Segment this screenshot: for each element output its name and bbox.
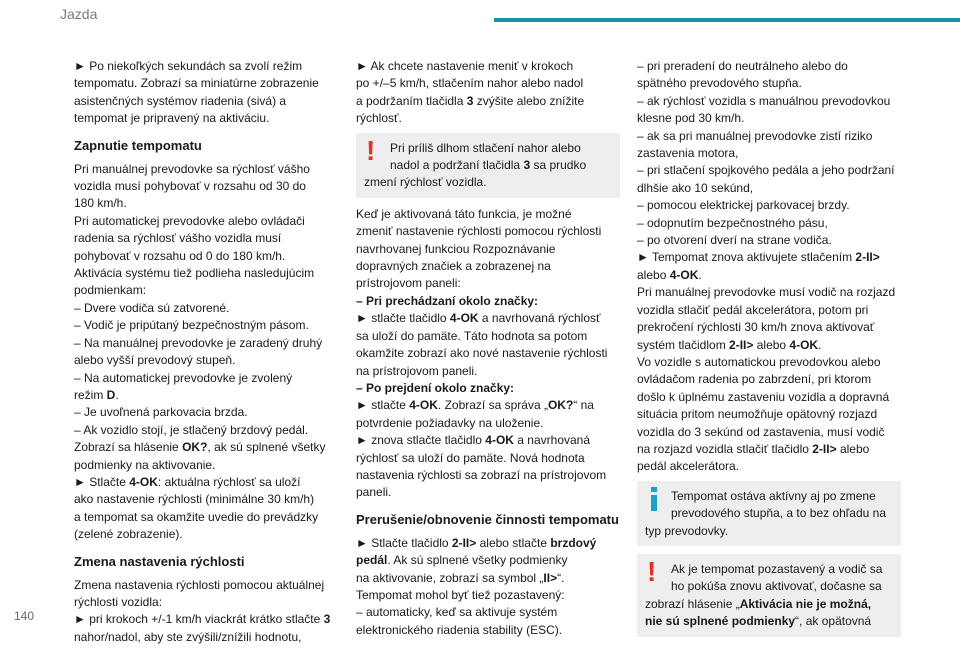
text-span: . Zobrazí sa správa „: [437, 398, 548, 413]
text-line: vozidla do 3 sekúnd od zastavenia, musí vodič: [637, 424, 885, 439]
text-line: [637, 337, 901, 354]
text-span: nadol a podržaní tlačidla: [390, 158, 524, 173]
text-line: [356, 570, 620, 587]
text-line: – Dvere vodiča sú zatvorené.: [74, 300, 230, 315]
bold-span: OK?: [182, 440, 208, 455]
paragraph-speed-change: [74, 577, 338, 647]
text-line: [356, 552, 620, 569]
text-line: [637, 249, 901, 266]
text-span: ► stlačte: [356, 398, 410, 413]
text-line: prístrojovom paneli:: [356, 276, 461, 291]
text-line: pohybovať v rozsahu od 0 do 180 km/h.: [74, 248, 286, 263]
text-span: zobrazí hlásenie „: [645, 596, 740, 611]
info-icon: [647, 487, 661, 511]
text-line: – Na manuálnej prevodovke je zaradený druhý: [74, 335, 323, 350]
text-line: Keď je aktivovaná táto funkcia, je možné: [356, 206, 572, 221]
text-line: [645, 596, 893, 613]
text-span: sa prudko: [530, 158, 587, 173]
text-line: nahor/nadol, aby ste zvýšili/znížili hodnotu,: [74, 629, 302, 644]
warning-box: [356, 133, 620, 198]
text-line: [74, 387, 338, 404]
text-line: – ak sa pri manuálnej prevodovke zistí riziko: [637, 128, 873, 143]
text-span: ► znova stlačte tlačidlo: [356, 433, 486, 448]
bold-span: – Pri prechádzaní okolo značky:: [356, 293, 539, 308]
bold-span: 3: [523, 158, 531, 173]
heading-pause-resume: Prerušenie/obnovenie činnosti tempomatu: [356, 511, 619, 527]
text-span: alebo: [753, 337, 790, 352]
paragraph-sign-recognition: [356, 206, 620, 502]
text-line: [356, 310, 620, 327]
text-line: po +/–5 km/h, stlačením nahor alebo nadol: [356, 76, 584, 91]
column-2: [356, 58, 620, 644]
text-span: a navrhovaná rýchlosť: [478, 311, 601, 326]
text-line: zastavenia motora,: [637, 146, 739, 161]
text-span: ► Stlačte: [74, 474, 130, 489]
text-line: prevodového stupňa, a to bez ohľadu na: [671, 506, 886, 521]
text-span: na rozjazd vozidla stlačiť tlačidlo: [637, 441, 813, 456]
text-span: : aktuálna rýchlosť sa uloží: [157, 474, 301, 489]
text-span: alebo: [637, 267, 670, 282]
text-line: navrhovanej funkciou Rozpoznávanie: [356, 241, 556, 256]
text-line: [356, 93, 620, 110]
text-line: ► Ak chcete nastavenie meniť v krokoch: [356, 59, 574, 73]
column-3: [637, 58, 901, 645]
text-line: prekročení rýchlosti 30 km/h znova aktivovať: [637, 320, 875, 335]
text-line: sa uloží do pamäte. Táto hodnota sa potom: [356, 328, 588, 343]
text-line: [637, 267, 901, 284]
text-span: .: [115, 387, 119, 402]
text-span: a navrhovaná: [513, 433, 591, 448]
text-line: [645, 613, 893, 630]
text-line: Aktivácia systému tiež podlieha nasledujúcim: [74, 266, 315, 281]
text-line: Tempomat mohol byť tiež pozastavený:: [356, 587, 565, 602]
text-line: – pri stlačení spojkového pedála a jeho podržaní: [637, 163, 895, 178]
text-span: a podržaním tlačidla: [356, 93, 467, 108]
text-line: [356, 397, 620, 414]
column-1: [74, 58, 338, 651]
text-line: a tempomat sa okamžite uvedie do prevádzky: [74, 509, 319, 524]
text-line: dopravných značiek a zobrazenej na: [356, 259, 551, 274]
text-line: – Na automatickej prevodovke je zvolený: [74, 370, 293, 385]
bold-span: 2-II>: [729, 337, 754, 352]
text-line: Pri príliš dlhom stlačení nahor alebo: [390, 140, 581, 155]
text-span: na aktivovanie, zobrazí sa symbol „: [356, 570, 544, 585]
text-span: Zobrazí sa hlásenie: [74, 440, 183, 455]
text-line: [74, 611, 338, 628]
text-line: – pomocou elektrickej parkovacej brzdy.: [637, 198, 850, 213]
paragraph-pause-resume: [356, 535, 620, 639]
bold-span: 4-OK: [409, 398, 438, 413]
text-line: – ak rýchlosť vozidla s manuálnou prevodovkou: [637, 93, 891, 108]
text-line: na prístrojovom paneli.: [356, 363, 478, 378]
heading-speed-change: Zmena nastavenia rýchlosti: [74, 553, 245, 569]
text-line: rýchlosti vozidla:: [74, 594, 163, 609]
bold-span: 3: [323, 612, 331, 627]
text-line: – po otvorení dverí na strane vodiča.: [637, 233, 832, 248]
bold-span: 4-OK: [789, 337, 819, 352]
info-box: [637, 481, 901, 546]
text-span: ► Stlačte tlačidlo: [356, 535, 452, 550]
text-line: vozidla musí pohybovať v rozsahu od 30 do: [74, 179, 306, 194]
bold-span: Aktivácia nie je možná,: [739, 596, 872, 611]
paragraph-step5: [356, 58, 620, 128]
text-line: Vo vozidle s automatickou prevodovkou alebo: [637, 354, 881, 369]
text-line: – Ak vozidlo stojí, je stlačený brzdový pedál.: [74, 422, 309, 437]
text-line: [74, 439, 338, 456]
text-line: (zelené zobrazenie).: [74, 527, 183, 542]
text-span: ► Tempomat znova aktivujete stlačením: [637, 250, 856, 265]
text-line: ovládačom radenia po zabrzdení, pri ktorom: [637, 372, 872, 387]
bold-span: 4-OK: [485, 433, 514, 448]
bold-span: – Po prejdení okolo značky:: [356, 380, 515, 395]
page-number: 140: [14, 609, 35, 623]
text-line: situácia pritom neumožňuje opätovný rozjazd: [637, 407, 878, 422]
text-span: .: [698, 267, 702, 282]
text-line: Pri manuálnej prevodovke musí vodič na rozjazd: [637, 285, 896, 300]
bold-span: nie sú splnené podmienky: [645, 614, 796, 629]
text-span: režim: [74, 387, 107, 402]
text-line: [356, 535, 620, 552]
text-line: Zmena nastavenia rýchlosti pomocou aktuálnej: [74, 577, 325, 592]
text-line: typ prevodovky.: [645, 523, 729, 538]
paragraph-conditions: [74, 161, 338, 544]
text-span: alebo stlačte: [476, 535, 551, 550]
text-line: zmení rýchlosť vozidla.: [364, 175, 487, 190]
text-line: Ak je tempomat pozastavený a vodič sa: [671, 561, 883, 576]
warning-box: [637, 554, 901, 637]
bold-span: 2-II>: [451, 535, 477, 550]
warning-exclamation-icon: !: [366, 134, 376, 166]
text-line: – Vodič je pripútaný bezpečnostným pásom.: [74, 318, 309, 333]
text-line: – odopnutím bezpečnostného pásu,: [637, 215, 828, 230]
page-header: [0, 0, 960, 48]
bold-span: 4-OK: [449, 311, 479, 326]
text-line: radenia sa rýchlosť vášho vozidla musí: [74, 231, 282, 246]
text-span: “ na: [573, 398, 594, 413]
paragraph-intro: [74, 58, 338, 128]
text-line: ► Po niekoľkých sekundách sa zvolí režim: [74, 59, 303, 73]
text-line: elektronického riadenia stability (ESC).: [356, 622, 563, 637]
bold-span: 2-II>: [855, 250, 880, 265]
text-line: okamžite zobrazí ako nové nastavenie rýchlosti: [356, 346, 608, 361]
text-line: potvrdenie požiadavky na uloženie.: [356, 415, 544, 430]
bold-span: 4-OK: [669, 267, 699, 282]
text-line: [637, 441, 901, 458]
text-span: ► pri krokoch +/-1 km/h viackrát krátko stlačte: [74, 612, 324, 627]
text-span: systém tlačidlom: [637, 337, 730, 352]
text-line: zmeniť nastavenie rýchlosti pomocou rýchlosti: [356, 224, 602, 239]
text-line: [364, 157, 612, 174]
warning-exclamation-icon: !: [647, 555, 657, 587]
text-line: – pri preradení do neutrálneho alebo do: [637, 59, 848, 73]
text-line: paneli.: [356, 485, 392, 500]
text-line: alebo vyšší prevodový stupeň.: [74, 353, 236, 368]
text-line: klesne pod 30 km/h.: [637, 111, 745, 126]
text-line: rýchlosť.: [356, 111, 402, 126]
text-line: podmienky na aktivovanie.: [74, 457, 216, 472]
text-span: .: [818, 337, 822, 352]
bold-span: 4-OK: [129, 474, 158, 489]
section-title: Jazda: [60, 6, 98, 22]
bold-span: 3: [466, 93, 474, 108]
text-line: 180 km/h.: [74, 196, 127, 211]
text-line: podmienkam:: [74, 283, 147, 298]
text-line: [356, 293, 620, 310]
text-line: nastavenia rýchlosti sa zobrazí na prístrojovom: [356, 467, 607, 482]
text-line: [356, 432, 620, 449]
text-line: spätného prevodového stupňa.: [637, 76, 802, 91]
bold-span: brzdový: [550, 535, 597, 550]
text-line: tempomat je pripravený na aktiváciu.: [74, 111, 270, 126]
text-line: pedál akcelerátora.: [637, 459, 740, 474]
text-line: Pri manuálnej prevodovke sa rýchlosť vášho: [74, 161, 310, 176]
text-line: – automaticky, keď sa aktivuje systém: [356, 605, 558, 620]
text-span: ► stlačte tlačidlo: [356, 311, 450, 326]
accent-bar: [494, 18, 960, 22]
text-line: dlhšie ako 10 sekúnd,: [637, 180, 754, 195]
text-line: [356, 380, 620, 397]
text-line: tempomatu. Zobrazí sa miniatúrne zobrazenie: [74, 76, 319, 91]
text-span: alebo: [836, 441, 870, 456]
text-span: . Ak sú splnené všetky podmienky: [387, 553, 568, 568]
text-span: zvýšite alebo znížite: [473, 93, 585, 108]
text-line: ako nastavenie rýchlosti (minimálne 30 km/h): [74, 492, 315, 507]
text-line: Tempomat ostáva aktívny aj po zmene: [671, 488, 876, 503]
text-span: , ak sú splnené všetky: [207, 440, 326, 455]
bold-span: D: [106, 387, 116, 402]
text-line: [74, 474, 338, 491]
text-span: “, ak opätovná: [795, 614, 872, 629]
text-span: “.: [557, 570, 565, 585]
bold-span: II>: [543, 570, 558, 585]
text-line: – Je uvoľnená parkovacia brzda.: [74, 405, 248, 420]
text-line: vozidla stlačiť pedál akcelerátora, potom pri: [637, 302, 869, 317]
paragraph-pause-conditions: [637, 58, 901, 476]
text-line: rýchlosť sa uloží do pamäte. Nová hodnota: [356, 450, 585, 465]
text-line: ho pokúša znovu aktivovať, dočasne sa: [671, 579, 882, 594]
text-line: Pri automatickej prevodovke alebo ovládači: [74, 213, 305, 228]
text-line: asistenčných systémov riadenia (sivá) a: [74, 93, 287, 108]
heading-activation: Zapnutie tempomatu: [74, 137, 202, 153]
text-line: došlo k úplnému zastaveniu vozidla a dopravná: [637, 389, 890, 404]
bold-span: 2-II>: [812, 441, 837, 456]
bold-span: pedál: [356, 553, 388, 568]
bold-span: OK?: [547, 398, 574, 413]
